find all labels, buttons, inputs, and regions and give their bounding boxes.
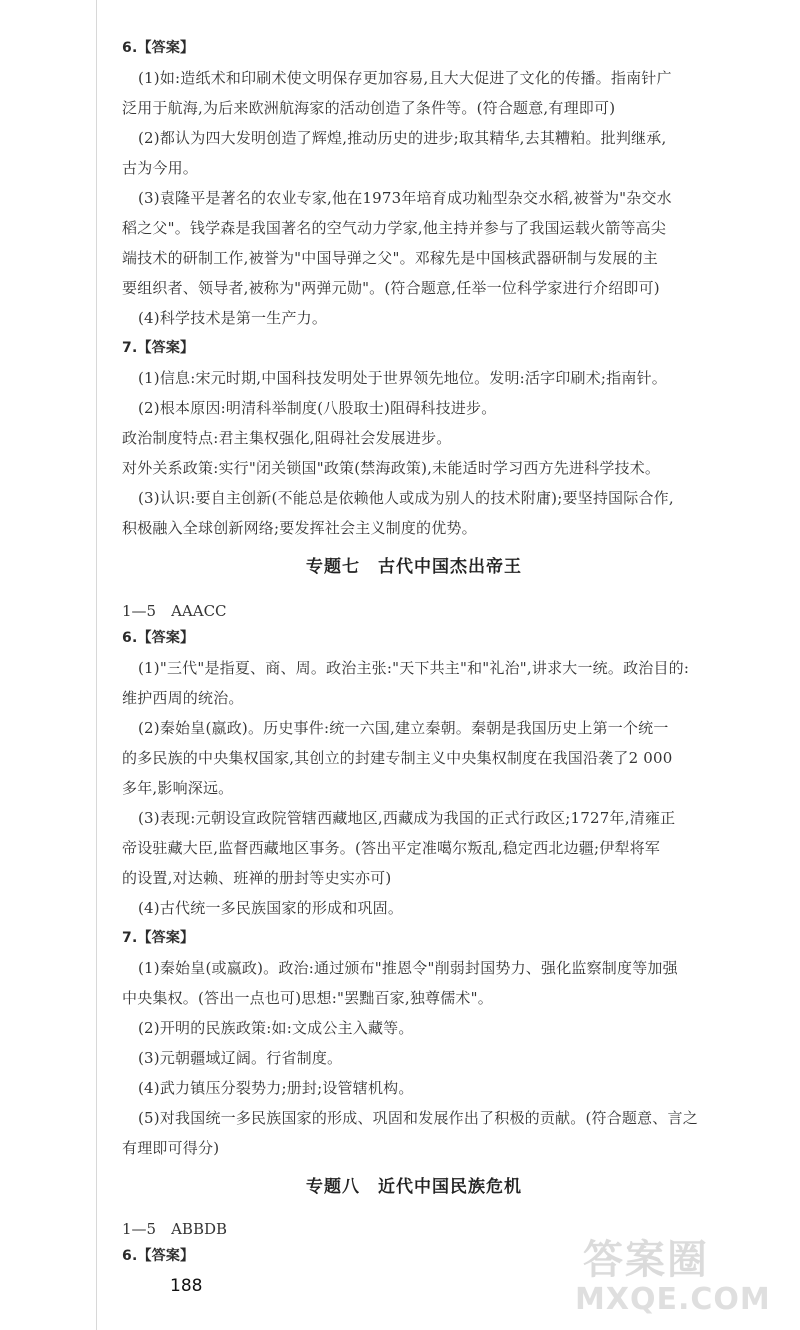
answer-line: 泛用于航海,为后来欧洲航海家的活动创造了条件等。(符合题意,有理即可) — [122, 99, 616, 117]
multiple-choice-answers: 1—5 ABBDB — [122, 1220, 228, 1238]
multiple-choice-answers: 1—5 AAACC — [122, 602, 227, 620]
answer-line: (1)秦始皇(或嬴政)。政治:通过颁布"推恩令"削弱封国势力、强化监察制度等加强 — [138, 959, 678, 977]
answer-line: (3)元朝疆域辽阔。行省制度。 — [138, 1049, 343, 1067]
answer-line: (5)对我国统一多民族国家的形成、巩固和发展作出了积极的贡献。(符合题意、言之 — [138, 1109, 698, 1127]
answer-label-6: 6.【答案】 — [122, 40, 195, 56]
page-number: 188 — [170, 1276, 203, 1296]
answer-line: (2)秦始皇(嬴政)。历史事件:统一六国,建立秦朝。秦朝是我国历史上第一个统一 — [138, 719, 669, 737]
answer-line: 端技术的研制工作,被誉为"中国导弹之父"。邓稼先是中国核武器研制与发展的主 — [122, 249, 658, 267]
answer-label-7: 7.【答案】 — [122, 340, 195, 356]
answer-line: (1)"三代"是指夏、商、周。政治主张:"天下共主"和"礼治",讲求大一统。政治目的: — [138, 659, 690, 677]
answer-line: 有理即可得分) — [122, 1139, 220, 1157]
answer-line: (1)如:造纸术和印刷术使文明保存更加容易,且大大促进了文化的传播。指南针广 — [138, 69, 672, 87]
answer-line: (4)武力镇压分裂势力;册封;设管辖机构。 — [138, 1079, 414, 1097]
margin-rule — [96, 0, 97, 1330]
answer-line: 稻之父"。钱学森是我国著名的空气动力学家,他主持并参与了我国运载火箭等高尖 — [122, 219, 667, 237]
answer-line: (3)认识:要自主创新(不能总是依赖他人或成为别人的技术附庸);要坚持国际合作, — [138, 489, 674, 507]
answer-line: 积极融入全球创新网络;要发挥社会主义制度的优势。 — [122, 519, 477, 537]
answer-line: (2)都认为四大发明创造了辉煌,推动历史的进步;取其精华,去其糟粕。批判继承, — [138, 129, 667, 147]
answer-line: (3)表现:元朝设宣政院管辖西藏地区,西藏成为我国的正式行政区;1727年,清雍正 — [138, 809, 676, 827]
watermark-text: 答案圈 — [583, 1237, 709, 1283]
answer-line: (2)根本原因:明清科举制度(八股取士)阻碍科技进步。 — [138, 399, 497, 417]
answer-label-6: 6.【答案】 — [122, 1248, 195, 1264]
answer-line: (4)科学技术是第一生产力。 — [138, 309, 328, 327]
answer-line: (1)信息:宋元时期,中国科技发明处于世界领先地位。发明:活字印刷术;指南针。 — [138, 369, 667, 387]
answer-line: 要组织者、领导者,被称为"两弹元勋"。(符合题意,任举一位科学家进行介绍即可) — [122, 279, 660, 297]
watermark-logo — [575, 1228, 795, 1328]
section-title: 专题八 近代中国民族危机 — [306, 1177, 522, 1197]
answer-line: (3)袁隆平是著名的农业专家,他在1973年培育成功籼型杂交水稻,被誉为"杂交水 — [138, 189, 672, 207]
answer-line: 对外关系政策:实行"闭关锁国"政策(禁海政策),未能适时学习西方先进科学技术。 — [122, 459, 661, 477]
answer-line: 政治制度特点:君主集权强化,阻碍社会发展进步。 — [122, 429, 452, 447]
section-title: 专题七 古代中国杰出帝王 — [306, 557, 522, 577]
answer-line: (2)开明的民族政策:如:文成公主入藏等。 — [138, 1019, 414, 1037]
watermark-url: MXQE.COM — [575, 1282, 771, 1317]
answer-line: 多年,影响深远。 — [122, 779, 234, 797]
answer-label-6: 6.【答案】 — [122, 630, 195, 646]
answer-line: 的多民族的中央集权国家,其创立的封建专制主义中央集权制度在我国沿袭了2 000 — [122, 749, 673, 767]
answer-label-7: 7.【答案】 — [122, 930, 195, 946]
answer-line: 古为今用。 — [122, 159, 199, 177]
answer-line: 的设置,对达赖、班禅的册封等史实亦可) — [122, 869, 392, 887]
answer-line: 维护西周的统治。 — [122, 689, 244, 707]
answer-line: 帝设驻藏大臣,监督西藏地区事务。(答出平定准噶尔叛乱,稳定西北边疆;伊犁将军 — [122, 839, 661, 857]
answer-line: 中央集权。(答出一点也可)思想:"罢黜百家,独尊儒术"。 — [122, 989, 493, 1007]
answer-line: (4)古代统一多民族国家的形成和巩固。 — [138, 899, 404, 917]
